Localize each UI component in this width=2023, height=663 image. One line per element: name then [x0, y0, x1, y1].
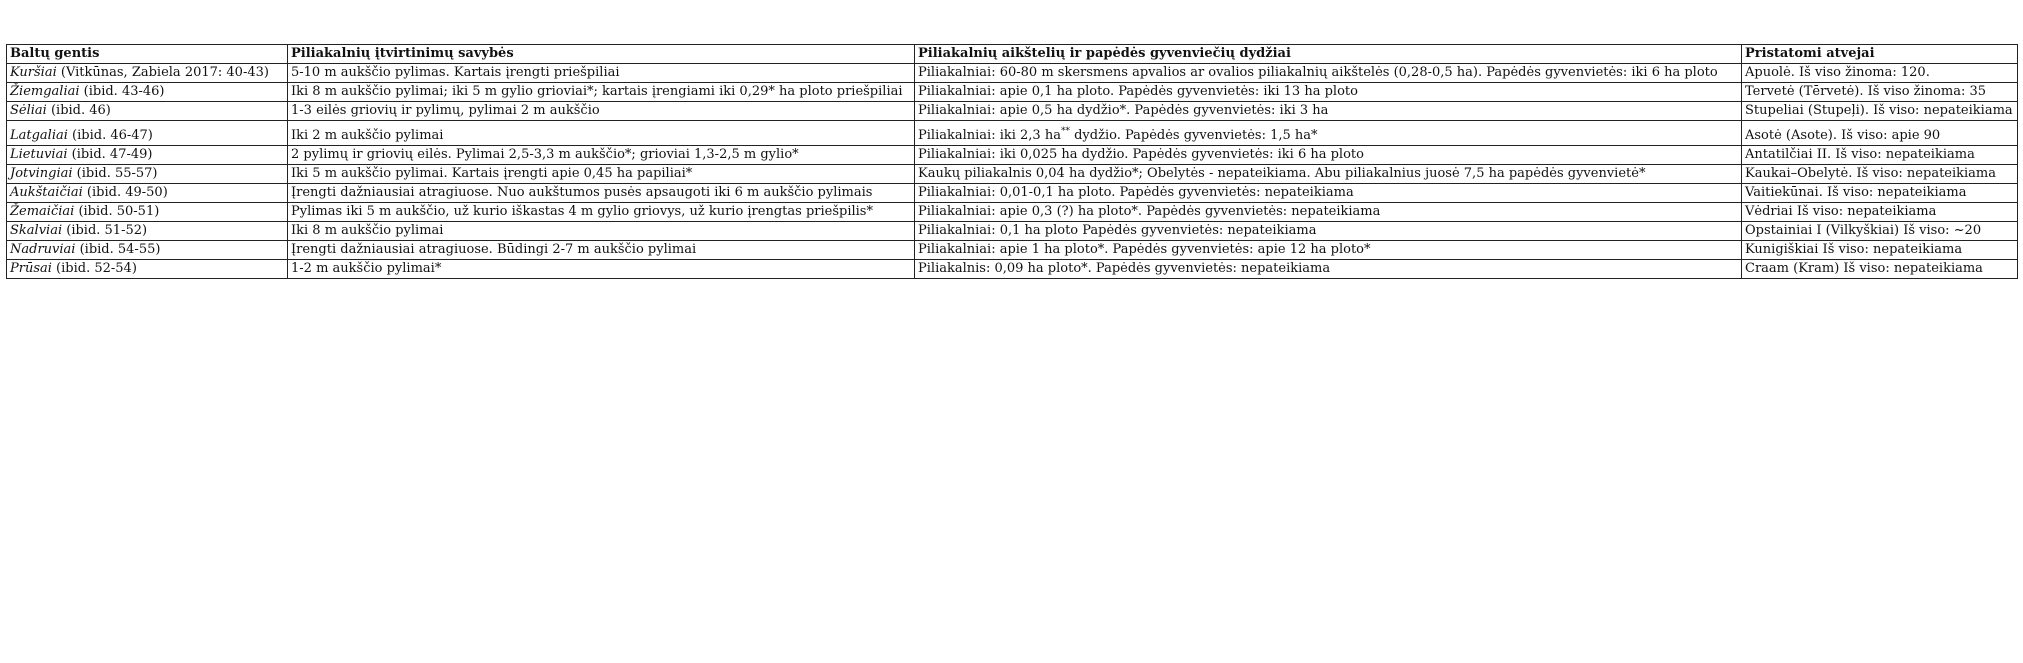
table-row — [7, 64, 2018, 83]
case-cell: Vaitiekūnai. Iš viso: nepateikiama — [1742, 184, 2018, 203]
tribe-source: (Vitkūnas, Zabiela 2017: 40-43) — [56, 65, 269, 80]
tribe-cell — [7, 146, 288, 165]
header-case: Pristatomi atvejai — [1742, 45, 2018, 64]
tribe-cell — [7, 241, 288, 260]
tribe-cell — [7, 203, 288, 222]
tribe-name: Jotvingiai — [10, 166, 73, 181]
tribe-cell — [7, 184, 288, 203]
case-cell: Stupeliai (Stupeļi). Iš viso: nepateikiama — [1742, 102, 2018, 121]
table-row — [7, 222, 2018, 241]
size-cell: Piliakalniai: 60-80 m skersmens apvalios ar ovalios piliakalnių aikštelės (0,28-0,5 ha). Papėdės gyvenvietės: iki 6 ha ploto — [915, 64, 1742, 83]
fortification-cell: 2 pylimų ir griovių eilės. Pylimai 2,5-3,3 m aukščio*; grioviai 1,3-2,5 m gylio* — [288, 146, 915, 165]
tribe-name: Žemaičiai — [10, 204, 75, 219]
tribe-name: Sėliai — [10, 103, 47, 118]
tribe-cell — [7, 102, 288, 121]
case-cell: Asotė (Asote). Iš viso: apie 90 — [1742, 121, 2018, 146]
case-cell: Tervetė (Tērvetė). Iš viso žinoma: 35 — [1742, 83, 2018, 102]
fortification-cell: Įrengti dažniausiai atragiuose. Nuo aukštumos pusės apsaugoti iki 6 m aukščio pylimais — [288, 184, 915, 203]
tribe-source: (ibid. 51-52) — [62, 223, 148, 238]
header-fortification: Piliakalnių įtvirtinimų savybės — [288, 45, 915, 64]
tribe-source: (ibid. 46-47) — [67, 128, 153, 143]
case-cell: Kaukai–Obelytė. Iš viso: nepateikiama — [1742, 165, 2018, 184]
table-row — [7, 184, 2018, 203]
case-cell: Apuolė. Iš viso žinoma: 120. — [1742, 64, 2018, 83]
size-text-end: dydžio. Papėdės gyvenvietės: 1,5 ha* — [1069, 128, 1318, 143]
size-cell: Piliakalniai: iki 0,025 ha dydžio. Papėdės gyvenvietės: iki 6 ha ploto — [915, 146, 1742, 165]
header-tribe: Baltų gentis — [7, 45, 288, 64]
table-row — [7, 83, 2018, 102]
tribe-name: Aukštaičiai — [10, 185, 83, 200]
size-cell: Piliakalnis: 0,09 ha ploto*. Papėdės gyvenvietės: nepateikiama — [915, 260, 1742, 279]
table-row — [7, 146, 2018, 165]
fortification-cell: Pylimas iki 5 m aukščio, už kurio iškastas 4 m gylio griovys, už kurio įrengtas priešpilis* — [288, 203, 915, 222]
size-cell: Kaukų piliakalnis 0,04 ha dydžio*; Obelytės - nepateikiama. Abu piliakalnius juosė 7,5 ha papėdės gyvenvietė* — [915, 165, 1742, 184]
header-size: Piliakalnių aikštelių ir papėdės gyvenviečių dydžiai — [915, 45, 1742, 64]
tribe-cell — [7, 165, 288, 184]
table-row — [7, 260, 2018, 279]
tribe-cell — [7, 64, 288, 83]
size-text-start: Piliakalniai: iki 2,3 ha — [918, 128, 1061, 143]
size-cell: Piliakalniai: apie 0,5 ha dydžio*. Papėdės gyvenvietės: iki 3 ha — [915, 102, 1742, 121]
tribe-source: (ibid. 46) — [46, 103, 111, 118]
tribe-name: Nadruviai — [10, 242, 76, 257]
tribe-source: (ibid. 43-46) — [79, 84, 165, 99]
baltic-hillforts-table — [6, 44, 2018, 279]
tribe-source: (ibid. 52-54) — [51, 261, 137, 276]
fortification-cell: Iki 5 m aukščio pylimai. Kartais įrengti apie 0,45 ha papiliai* — [288, 165, 915, 184]
case-cell: Craam (Kram) Iš viso: nepateikiama — [1742, 260, 2018, 279]
tribe-cell — [7, 260, 288, 279]
size-cell: Piliakalniai: 0,01-0,1 ha ploto. Papėdės gyvenvietės: nepateikiama — [915, 184, 1742, 203]
fortification-cell: Iki 8 m aukščio pylimai; iki 5 m gylio grioviai*; kartais įrengiami iki 0,29* ha ploto priešpiliai — [288, 83, 915, 102]
tribe-source: (ibid. 50-51) — [74, 204, 160, 219]
case-cell: Antatilčiai II. Iš viso: nepateikiama — [1742, 146, 2018, 165]
tribe-cell — [7, 222, 288, 241]
tribe-name: Kuršiai — [10, 65, 57, 80]
table-row — [7, 102, 2018, 121]
tribe-cell — [7, 121, 288, 146]
size-footnote-mark: ** — [1060, 126, 1070, 137]
table-row — [7, 203, 2018, 222]
fortification-cell: 1-2 m aukščio pylimai* — [288, 260, 915, 279]
table-row — [7, 121, 2018, 146]
fortification-cell: 1-3 eilės griovių ir pylimų, pylimai 2 m aukščio — [288, 102, 915, 121]
size-cell: Piliakalniai: apie 0,3 (?) ha ploto*. Papėdės gyvenvietės: nepateikiama — [915, 203, 1742, 222]
case-cell: Vėdriai Iš viso: nepateikiama — [1742, 203, 2018, 222]
fortification-cell: Iki 8 m aukščio pylimai — [288, 222, 915, 241]
size-cell: Piliakalniai: apie 1 ha ploto*. Papėdės gyvenvietės: apie 12 ha ploto* — [915, 241, 1742, 260]
size-cell — [915, 121, 1742, 146]
fortification-cell: Iki 2 m aukščio pylimai — [288, 121, 915, 146]
tribe-name: Latgaliai — [10, 128, 68, 143]
case-cell: Opstainiai I (Vilkyškiai) Iš viso: ~20 — [1742, 222, 2018, 241]
table-row — [7, 241, 2018, 260]
case-cell: Kunigiškiai Iš viso: nepateikiama — [1742, 241, 2018, 260]
size-cell: Piliakalniai: apie 0,1 ha ploto. Papėdės gyvenvietės: iki 13 ha ploto — [915, 83, 1742, 102]
tribe-source: (ibid. 54-55) — [75, 242, 161, 257]
tribe-cell — [7, 83, 288, 102]
tribe-name: Skalviai — [10, 223, 63, 238]
tribe-source: (ibid. 47-49) — [67, 147, 153, 162]
size-cell: Piliakalniai: 0,1 ha ploto Papėdės gyvenvietės: nepateikiama — [915, 222, 1742, 241]
header-row — [7, 45, 2018, 64]
tribe-name: Prūsai — [10, 261, 52, 276]
table-row — [7, 165, 2018, 184]
fortification-cell: Įrengti dažniausiai atragiuose. Būdingi 2-7 m aukščio pylimai — [288, 241, 915, 260]
tribe-source: (ibid. 49-50) — [82, 185, 168, 200]
tribe-name: Žiemgaliai — [10, 84, 80, 99]
tribe-source: (ibid. 55-57) — [72, 166, 158, 181]
fortification-cell: 5-10 m aukščio pylimas. Kartais įrengti priešpiliai — [288, 64, 915, 83]
tribe-name: Lietuviai — [10, 147, 68, 162]
